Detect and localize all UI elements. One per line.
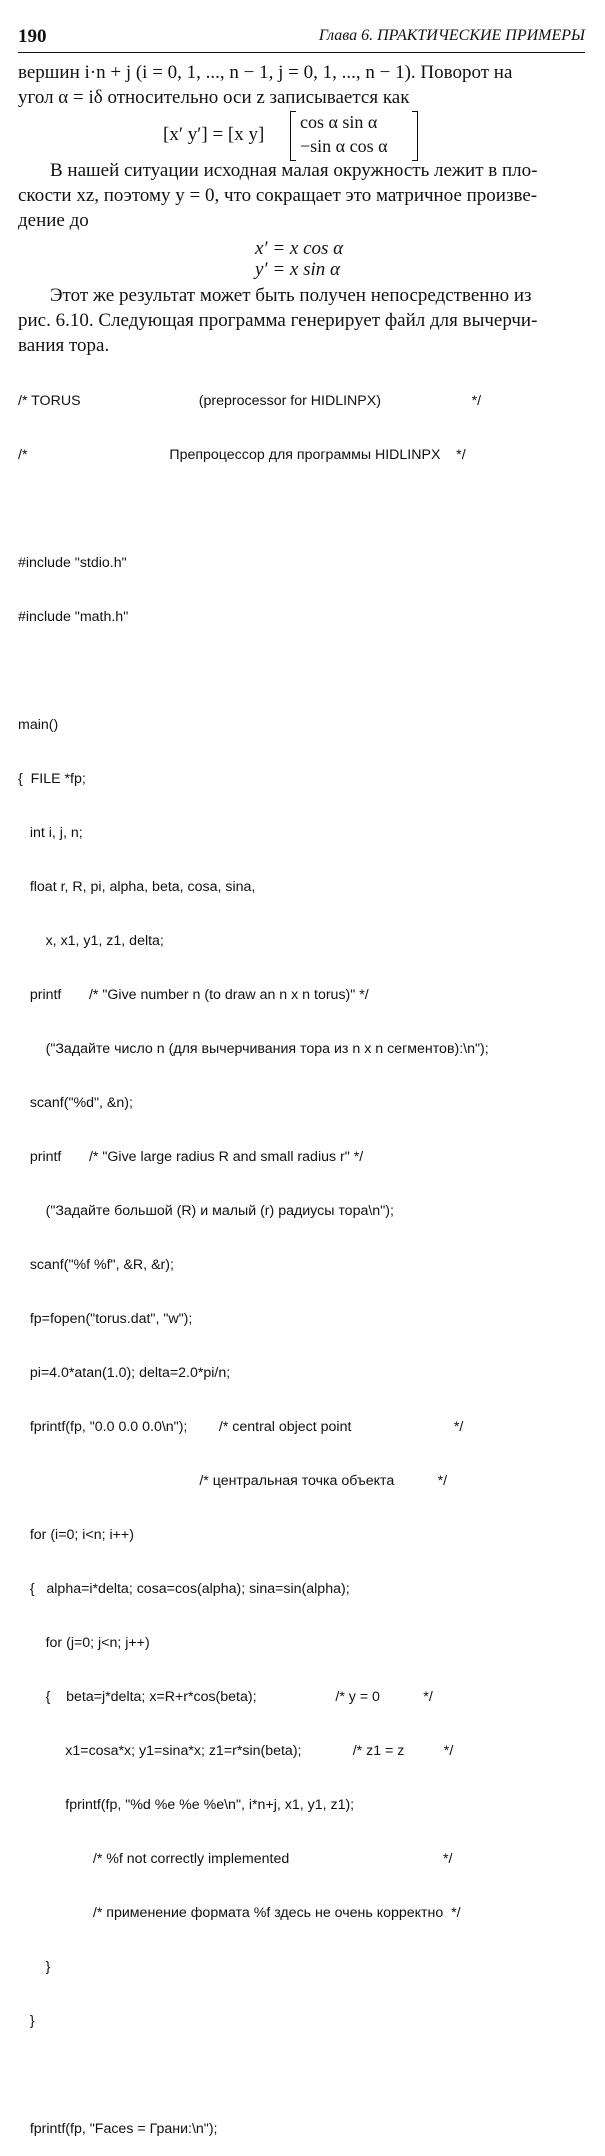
code-listing bbox=[18, 356, 489, 2156]
code-line: } bbox=[18, 1959, 51, 1975]
matrix-lhs: [x′ y′] = [x y] bbox=[163, 124, 265, 145]
paragraph-1-line-1: вершин i·n + j (i = 0, 1, ..., n − 1, j = 0, 1, ..., n − 1). Поворот на bbox=[18, 62, 513, 83]
code-line: ("Задайте число n (для вычерчивания тора из n x n сегментов):\n"); bbox=[18, 1041, 489, 1057]
code-line: int i, j, n; bbox=[18, 825, 83, 841]
code-line: scanf("%f %f", &R, &r); bbox=[18, 1257, 174, 1273]
equation-x: x′ = x cos α bbox=[255, 238, 344, 259]
code-line: /* Препроцессор для программы HIDLINPX */ bbox=[18, 447, 466, 463]
code-line: { alpha=i*delta; cosa=cos(alpha); sina=sin(alpha); bbox=[18, 1581, 350, 1597]
code-line: float r, R, pi, alpha, beta, cosa, sina, bbox=[18, 879, 256, 895]
paragraph-2-line-2: скости xz, поэтому y = 0, что сокращает это матричное произве- bbox=[18, 185, 538, 206]
code-line: for (i=0; i<n; i++) bbox=[18, 1527, 134, 1543]
code-line bbox=[18, 2066, 489, 2084]
paragraph-3-line-2: рис. 6.10. Следующая программа генерирует файл для вычерчи- bbox=[18, 310, 538, 331]
paragraph-1 bbox=[18, 60, 585, 110]
code-line: ("Задайте большой (R) и малый (r) радиусы тора\n"); bbox=[18, 1203, 394, 1219]
paragraph-2-line-3: дение до bbox=[18, 210, 89, 231]
code-line: /* центральная точка объекта */ bbox=[18, 1473, 448, 1489]
page-number: 190 bbox=[18, 26, 47, 47]
code-line: } bbox=[18, 2013, 35, 2029]
code-line: fp=fopen("torus.dat", "w"); bbox=[18, 1311, 193, 1327]
code-line bbox=[18, 500, 489, 518]
code-line: main() bbox=[18, 717, 59, 733]
code-line: /* применение формата %f здесь не очень корректно */ bbox=[18, 1905, 461, 1921]
matrix-row-2: −sin α cos α bbox=[300, 136, 388, 156]
rotation-matrix bbox=[290, 111, 418, 159]
code-line: for (j=0; j<n; j++) bbox=[18, 1635, 150, 1651]
code-line: /* %f not correctly implemented */ bbox=[18, 1851, 453, 1867]
chapter-title: Глава 6. ПРАКТИЧЕСКИЕ ПРИМЕРЫ bbox=[318, 27, 585, 44]
code-line: fprintf(fp, "0.0 0.0 0.0\n"); /* central object point */ bbox=[18, 1419, 464, 1435]
paragraph-3-line-1: Этот же результат может быть получен непосредственно из bbox=[50, 285, 532, 306]
paragraph-3 bbox=[18, 283, 585, 358]
code-line: #include "stdio.h" bbox=[18, 555, 127, 571]
paragraph-1-line-2: угол α = iδ относительно оси z записывается как bbox=[18, 87, 410, 108]
code-line: pi=4.0*atan(1.0); delta=2.0*pi/n; bbox=[18, 1365, 231, 1381]
code-line: x1=cosa*x; y1=sina*x; z1=r*sin(beta); /* z1 = z */ bbox=[18, 1743, 454, 1759]
paragraph-3-line-3: вания тора. bbox=[18, 335, 110, 356]
code-line: x, x1, y1, z1, delta; bbox=[18, 933, 164, 949]
code-line: { FILE *fp; bbox=[18, 771, 86, 787]
matrix-left-bracket bbox=[290, 111, 296, 161]
equation-y: y′ = x sin α bbox=[255, 259, 340, 280]
header-rule bbox=[18, 52, 585, 53]
code-line: #include "math.h" bbox=[18, 609, 129, 625]
code-line: /* TORUS (preprocessor for HIDLINPX) */ bbox=[18, 393, 482, 409]
page-header bbox=[18, 26, 585, 48]
matrix-row-1: cos α sin α bbox=[300, 112, 378, 132]
paragraph-2 bbox=[18, 158, 585, 233]
code-line: { beta=j*delta; x=R+r*cos(beta); /* y = 0 */ bbox=[18, 1689, 433, 1705]
code-line bbox=[18, 662, 489, 680]
paragraph-2-line-1: В нашей ситуации исходная малая окружность лежит в пло- bbox=[50, 160, 538, 181]
code-line: printf /* "Give large radius R and small radius r" */ bbox=[18, 1149, 364, 1165]
matrix-right-bracket bbox=[412, 111, 418, 161]
code-line: fprintf(fp, "Faces = Грани:\n"); bbox=[18, 2121, 218, 2137]
code-line: fprintf(fp, "%d %e %e %e\n", i*n+j, x1, y1, z1); bbox=[18, 1797, 355, 1813]
code-line: printf /* "Give number n (to draw an n x n torus)" */ bbox=[18, 987, 369, 1003]
code-line: scanf("%d", &n); bbox=[18, 1095, 133, 1111]
